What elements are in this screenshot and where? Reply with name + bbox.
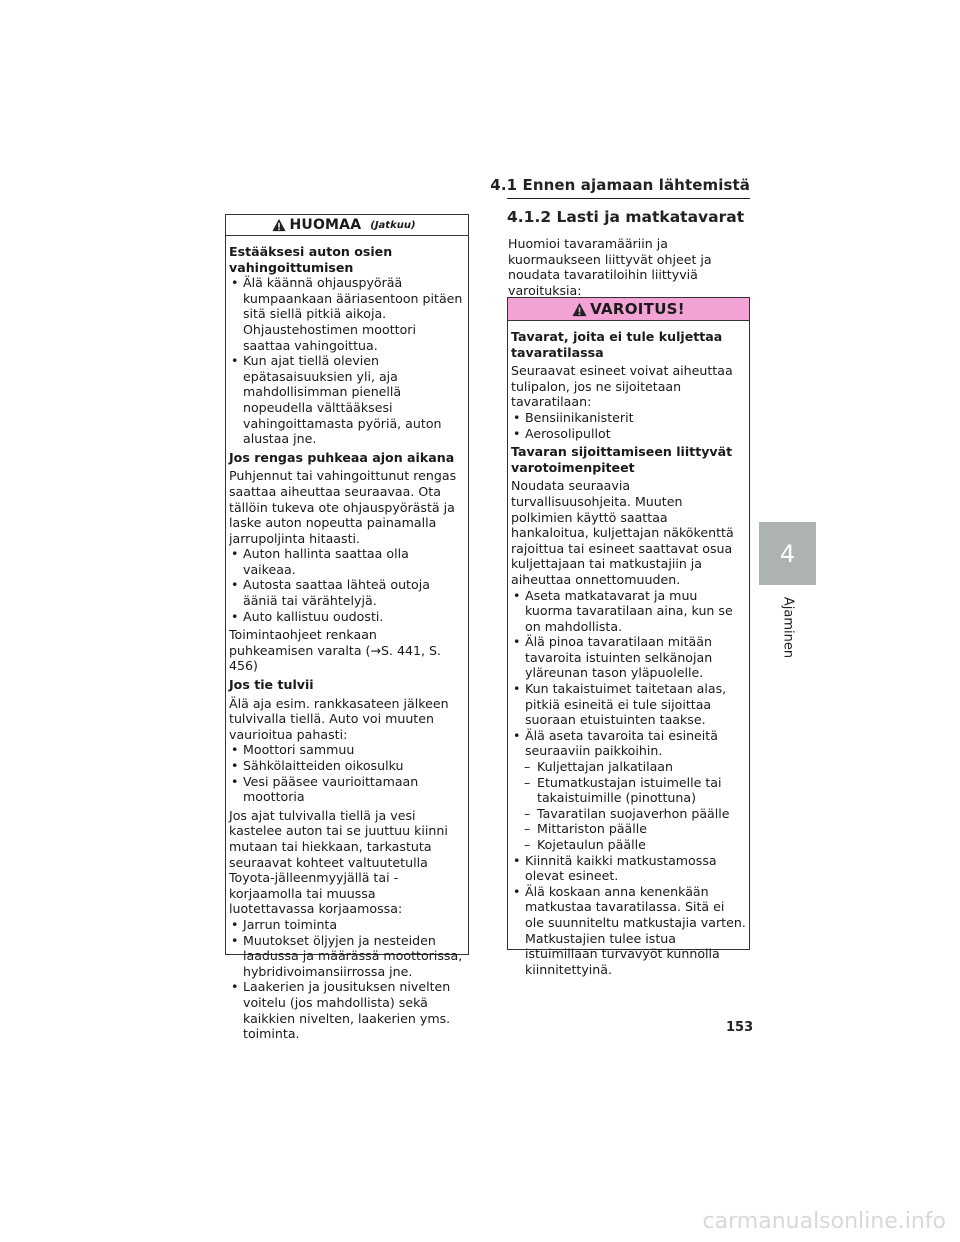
caution-heading: Jos rengas puhkeaa ajon aikana xyxy=(229,449,455,465)
list-item: • Autosta saattaa lähteä outoja ääniä tai värähtelyjä. xyxy=(229,577,465,608)
chapter-label: Ajaminen xyxy=(780,596,796,659)
watermark: carmanualsonline.info xyxy=(702,1209,946,1234)
caution-paragraph: Jos ajat tulvivalla tiellä ja vesi kastelee auton tai se juuttuu kiinni mutaan tai hiekkaan, tarkastuta seuraavat kohteet valtuutetulla Toyota-jälleenmyyjällä tai -korjaamolla tai muussa luotettavassa korjaamossa: xyxy=(229,807,448,917)
caution-paragraph: Toimintaohjeet renkaan puhkeamisen varalta (→S. 441, S. 456) xyxy=(229,627,442,674)
list-item: • Jarrun toiminta xyxy=(229,917,465,933)
page-number: 153 xyxy=(726,1020,754,1035)
sub-list-item: – Kuljettajan jalkatilaan xyxy=(511,759,746,775)
warning-heading: Tavarat, joita ei tule kuljettaa tavaratilassa xyxy=(511,329,723,360)
chapter-tab xyxy=(759,522,816,585)
sub-list-item: – Etumatkustajan istuimelle tai takaistuimille (pinottuna) xyxy=(511,775,746,806)
caution-body xyxy=(226,236,468,1042)
warning-box xyxy=(507,297,750,977)
warning-paragraph: Noudata seuraavia turvallisuusohjeita. Muuten polkimien käyttö saattaa hankaloitua, kuljettajan näkökenttä rajoittua tai esineet saattavat osua kuljettajaan tai matkustajiin ja aiheuttaa onnettomuuden. xyxy=(511,478,734,587)
sub-list-item: – Kojetaulun päälle xyxy=(511,837,746,853)
warning-triangle-icon xyxy=(272,218,286,232)
caution-heading: Jos tie tulvii xyxy=(229,677,314,693)
caution-continued: (Jatkuu) xyxy=(370,219,416,231)
warning-title: VAROITUS! xyxy=(590,300,685,318)
sub-list-item: – Tavaratilan suojaverhon päälle xyxy=(511,806,746,822)
section-intro: Huomioi tavaramääriin ja kuormaukseen liittyvät ohjeet ja noudata tavaratiloihin liittyviä varoituksia: xyxy=(508,236,712,298)
warning-triangle-icon xyxy=(572,302,587,317)
caution-title: HUOMAA xyxy=(289,217,362,233)
list-item: • Vesi pääsee vaurioittamaan moottoria xyxy=(229,774,465,805)
caution-header xyxy=(226,215,468,236)
list-item: • Muutokset öljyjen ja nesteiden laadussa ja määrässä moottorissa, hybridivoimansiirrossa jne. xyxy=(229,933,465,980)
caution-box xyxy=(225,214,469,1042)
list-item: • Kun ajat tiellä olevien epätasaisuuksien yli, aja mahdollisimman pienellä nopeudella välttääksesi vahingoittamasta pyöriä, auton alustaa jne. xyxy=(229,353,465,447)
caution-paragraph: Puhjennut tai vahingoittunut rengas saattaa aiheuttaa seuraavaa. Ota tällöin tukeva ote ohjauspyörästä ja laske auton nopeutta painamalla jarrupoljinta hitaasti. xyxy=(229,468,457,546)
list-item: • Kiinnitä kaikki matkustamossa olevat esineet. xyxy=(511,853,746,884)
sub-list-item: – Mittariston päälle xyxy=(511,821,746,837)
warning-paragraph: Seuraavat esineet voivat aiheuttaa tulipalon, jos ne sijoitetaan tavaratilaan: xyxy=(511,363,733,410)
header-rule xyxy=(507,198,750,199)
warning-heading: Tavaran sijoittamiseen liittyvät varotoimenpiteet xyxy=(511,444,733,475)
list-item: • Älä koskaan anna kenenkään matkustaa tavaratilassa. Sitä ei ole suunniteltu matkustajia varten. Matkustajien tulee istua istuimillaan turvavyöt kunnolla kiinnitettyinä. xyxy=(511,884,746,978)
list-item: • Moottori sammuu xyxy=(229,742,465,758)
list-item: • Älä pinoa tavaratilaan mitään tavaroita istuinten selkänojan yläreunan tason yläpuolelle. xyxy=(511,634,746,681)
warning-header xyxy=(508,298,749,321)
caution-paragraph: Älä aja esim. rankkasateen jälkeen tulvivalla tiellä. Auto voi muuten vaurioitua pahasti: xyxy=(229,695,449,742)
section-title: 4.1.2 Lasti ja matkatavarat xyxy=(507,208,745,226)
list-item: • Älä käännä ohjauspyörää kumpaankaan ääriasentoon pitäen sitä siellä pitkiä aikoja. Ohjaustehostimen moottori saattaa vahingoittua. xyxy=(229,275,465,353)
list-item: • Bensiinikanisterit xyxy=(511,410,746,426)
list-item: • Aseta matkatavarat ja muu kuorma tavaratilaan aina, kun se on mahdollista. xyxy=(511,588,746,635)
list-item: • Auto kallistuu oudosti. xyxy=(229,609,465,625)
list-item: • Laakerien ja jousituksen nivelten voitelu (jos mahdollista) sekä kaikkien nivelten, laakerien yms. toiminta. xyxy=(229,979,465,1041)
section-header-title: 4.1 Ennen ajamaan lähtemistä xyxy=(490,176,750,194)
list-item: • Auton hallinta saattaa olla vaikeaa. xyxy=(229,546,465,577)
list-item: • Sähkölaitteiden oikosulku xyxy=(229,758,465,774)
caution-heading: Estääksesi auton osien vahingoittumisen xyxy=(229,244,393,275)
list-item: • Älä aseta tavaroita tai esineitä seuraaviin paikkoihin. xyxy=(511,728,746,759)
warning-body xyxy=(508,321,749,977)
list-item: • Kun takaistuimet taitetaan alas, pitkiä esineitä ei tule sijoittaa suoraan etuistuinten taakse. xyxy=(511,681,746,728)
chapter-number: 4 xyxy=(779,539,796,568)
list-item: • Aerosolipullot xyxy=(511,426,746,442)
